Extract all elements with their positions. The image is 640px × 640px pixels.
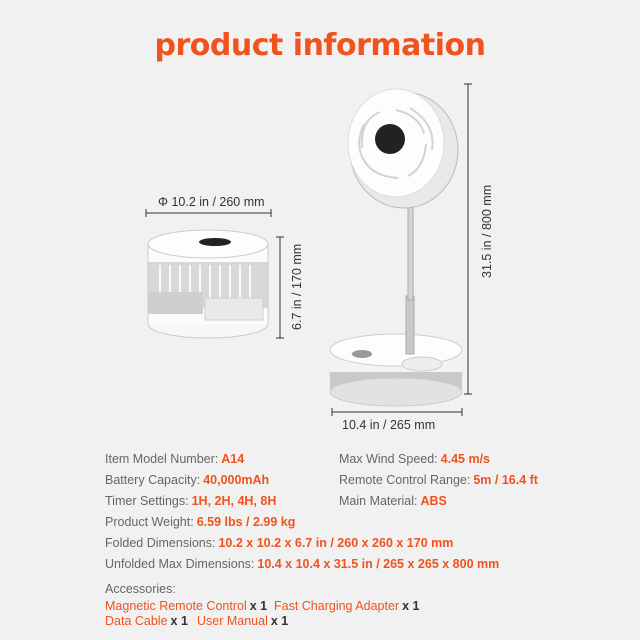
spec-value: 6.59 lbs / 2.99 kg (196, 515, 296, 529)
accessory-name: Fast Charging Adapter (274, 599, 400, 613)
accessory-name: User Manual (197, 614, 268, 628)
spec-label: Unfolded Max Dimensions: (105, 557, 255, 571)
spec-label: Folded Dimensions: (105, 536, 216, 550)
spec-value: ABS (420, 494, 447, 508)
accessory-qty: x 1 (249, 599, 268, 613)
spec-value: A14 (221, 452, 245, 466)
base-width-label: 10.4 in / 265 mm (342, 418, 436, 432)
spec-weight (105, 515, 295, 529)
spec-label: Product Weight: (105, 515, 194, 529)
spec-label: Main Material: (339, 494, 418, 508)
spec-label: Battery Capacity: (105, 473, 201, 487)
unfolded-height-label: 31.5 in / 800 mm (480, 184, 494, 278)
folded-height-label: 6.7 in / 170 mm (290, 243, 304, 330)
accessory-qty: x 1 (170, 614, 188, 628)
spec-unfolded-dimensions (105, 557, 499, 571)
folded-fan-image (148, 230, 268, 338)
accessory-item (105, 599, 267, 613)
spec-timer (105, 494, 276, 508)
accessory-qty: x 1 (402, 599, 420, 613)
page-title: product information (154, 28, 486, 63)
spec-folded-dimensions (105, 536, 453, 550)
accessory-item (197, 614, 288, 628)
spec-material (339, 494, 447, 508)
spec-value: 1H, 2H, 4H, 8H (191, 494, 277, 508)
spec-label: Timer Settings: (105, 494, 189, 508)
spec-remote-range (339, 473, 538, 487)
spec-wind-speed (339, 452, 490, 466)
accessories-heading: Accessories: (105, 582, 176, 596)
folded-diameter-label: Φ 10.2 in / 260 mm (158, 195, 265, 209)
spec-value: 10.4 x 10.4 x 31.5 in / 265 x 265 x 800 mm (257, 557, 500, 571)
accessory-item (274, 599, 419, 613)
spec-value: 4.45 m/s (440, 452, 491, 466)
accessory-name: Magnetic Remote Control (105, 599, 247, 613)
spec-value: 5m / 16.4 ft (473, 473, 538, 487)
spec-value: 10.2 x 10.2 x 6.7 in / 260 x 260 x 170 mm (218, 536, 454, 550)
spec-model (105, 452, 244, 466)
unfolded-fan-image (330, 89, 462, 406)
spec-battery (105, 473, 269, 487)
accessory-name: Data Cable (105, 614, 168, 628)
spec-label: Item Model Number: (105, 452, 219, 466)
accessory-item (105, 614, 188, 628)
accessory-qty: x 1 (270, 614, 289, 628)
spec-label: Remote Control Range: (339, 473, 471, 487)
spec-label: Max Wind Speed: (339, 452, 438, 466)
spec-value: 40,000mAh (203, 473, 270, 487)
